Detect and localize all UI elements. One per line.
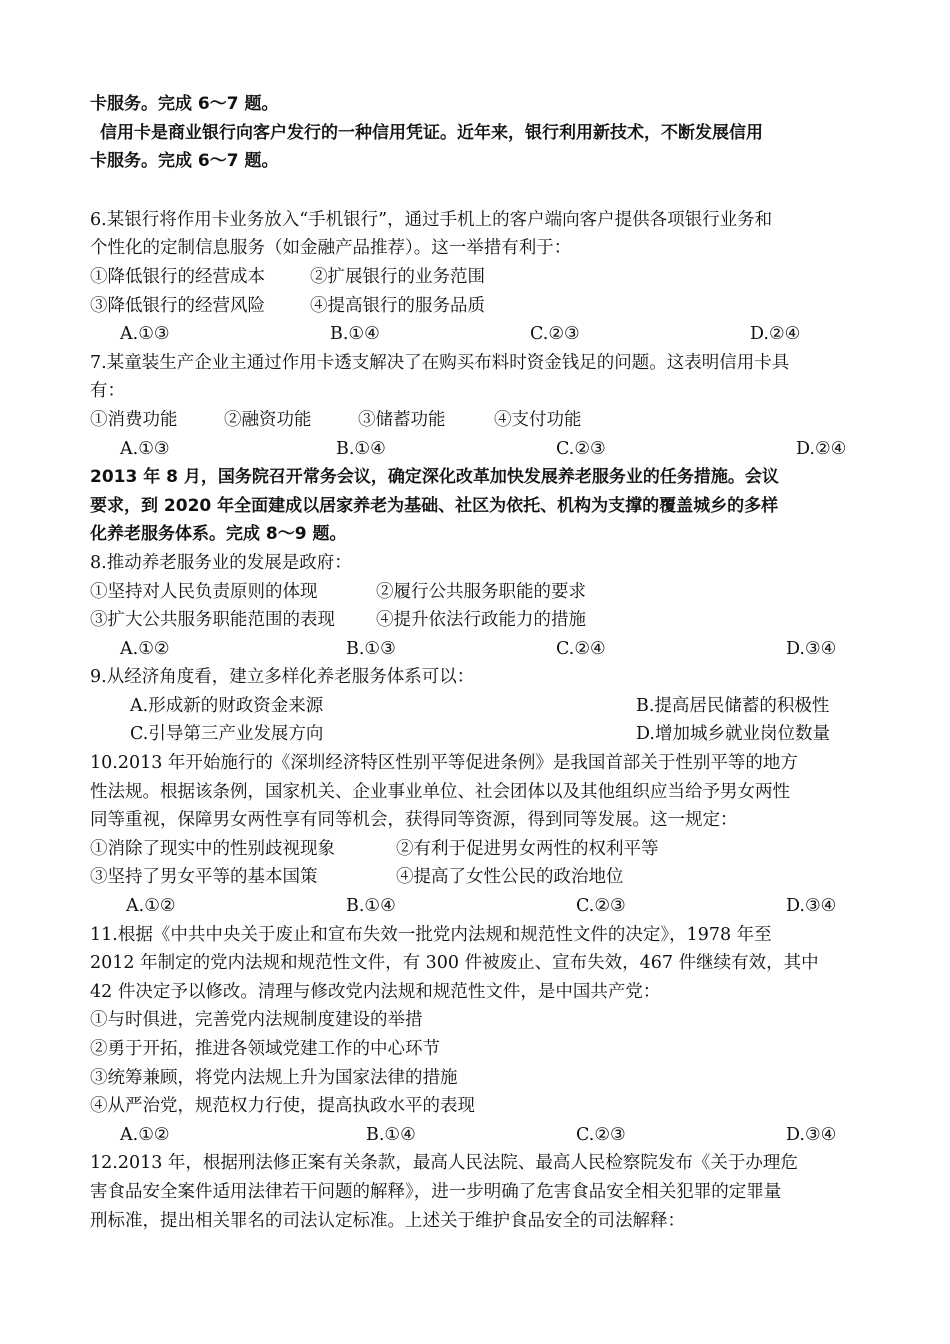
q6-option-c[interactable]: C.②③ bbox=[530, 324, 580, 345]
q6-choices-row-2 bbox=[90, 292, 862, 321]
q6-choice-2: ②扩展银行的业务范围 bbox=[310, 266, 485, 287]
q11-option-b[interactable]: B.①④ bbox=[366, 1124, 416, 1145]
exam-page bbox=[90, 90, 862, 1235]
q10-option-c[interactable]: C.②③ bbox=[576, 896, 626, 917]
q11-option-c[interactable]: C.②③ bbox=[576, 1124, 626, 1145]
q10-choice-1: ①消除了现实中的性别歧视现象 bbox=[90, 838, 335, 859]
q10-choices-row-1 bbox=[90, 835, 862, 864]
intro-8-9-line-2: 要求，到 2020 年全面建成以居家养老为基础、社区为依托、机构为支撑的覆盖城乡的多样 bbox=[90, 495, 779, 516]
q6-choice-3: ③降低银行的经营风险 bbox=[90, 295, 265, 316]
q11-choice-4: ④从严治党，规范权力行使，提高执政水平的表现 bbox=[90, 1096, 475, 1117]
q10-choice-2: ②有利于促进男女两性的权利平等 bbox=[396, 838, 659, 859]
intro-6-7-line-1: 信用卡是商业银行向客户发行的一种信用凭证。近年来，银行利用新技术，不断发展信用 bbox=[100, 122, 763, 143]
q7-choice-4: ④支付功能 bbox=[494, 409, 582, 430]
q7-stem-line-1: 7.某童装生产企业主通过作用卡透支解决了在购买布料时资金钱足的问题。这表明信用卡具 bbox=[90, 352, 790, 373]
q7-choice-1: ①消费功能 bbox=[90, 409, 178, 430]
q9-options-row-1 bbox=[90, 692, 862, 721]
q6-stem-line-1: 6.某银行将作用卡业务放入“手机银行”，通过手机上的客户端向客户提供各项银行业务和 bbox=[90, 209, 773, 230]
q9-option-b[interactable]: B.提高居民储蓄的积极性 bbox=[636, 695, 830, 716]
q8-choice-1: ①坚持对人民负责原则的体现 bbox=[90, 581, 318, 602]
q9-options-row-2 bbox=[90, 720, 862, 749]
q10-option-b[interactable]: B.①④ bbox=[346, 896, 396, 917]
intro-8-9-line-1: 2013 年 8 月，国务院召开常务会议，确定深化改革加快发展养老服务业的任务措施。会议 bbox=[90, 467, 779, 488]
q6-stem-line-2: 个性化的定制信息服务（如金融产品推荐）。这一举措有利于： bbox=[90, 238, 572, 259]
q11-options bbox=[90, 1121, 862, 1150]
q10-option-a[interactable]: A.①② bbox=[126, 896, 176, 917]
q10-options bbox=[90, 892, 862, 921]
q11-option-a[interactable]: A.①② bbox=[120, 1124, 170, 1145]
q10-stem-line-3: 同等重视，保障男女两性享有同等机会，获得同等资源，得到同等发展。这一规定： bbox=[90, 810, 738, 831]
q7-option-c[interactable]: C.②③ bbox=[556, 438, 606, 459]
q8-choice-4: ④提升依法行政能力的措施 bbox=[376, 610, 586, 631]
q8-choice-2: ②履行公共服务职能的要求 bbox=[376, 581, 586, 602]
q8-choices-row-2 bbox=[90, 606, 862, 635]
q7-choice-3: ③储蓄功能 bbox=[358, 409, 446, 430]
q11-option-d[interactable]: D.③④ bbox=[786, 1124, 837, 1145]
q9-stem: 9.从经济角度看，建立多样化养老服务体系可以： bbox=[90, 667, 475, 688]
q7-options bbox=[90, 435, 862, 464]
q11-choice-1: ①与时俱进，完善党内法规制度建设的举措 bbox=[90, 1010, 423, 1031]
q7-option-b[interactable]: B.①④ bbox=[336, 438, 386, 459]
q7-choice-2: ②融资功能 bbox=[224, 409, 312, 430]
q8-choice-3: ③扩大公共服务职能范围的表现 bbox=[90, 610, 335, 631]
q6-option-a[interactable]: A.①③ bbox=[120, 324, 170, 345]
q8-options bbox=[90, 635, 862, 664]
q7-stem-line-2: 有： bbox=[90, 381, 125, 402]
intro-fragment: 卡服务。完成 6～7 题。 bbox=[90, 94, 279, 114]
q7-option-a[interactable]: A.①③ bbox=[120, 438, 170, 459]
q10-choice-3: ③坚持了男女平等的基本国策 bbox=[90, 867, 318, 888]
q11-choice-3: ③统筹兼顾，将党内法规上升为国家法律的措施 bbox=[90, 1067, 458, 1088]
q12-stem-line-3: 刑标准，提出相关罪名的司法认定标准。上述关于维护食品安全的司法解释： bbox=[90, 1210, 685, 1231]
q8-option-b[interactable]: B.①③ bbox=[346, 638, 396, 659]
q8-option-d[interactable]: D.③④ bbox=[786, 638, 837, 659]
q8-option-c[interactable]: C.②④ bbox=[556, 638, 606, 659]
q9-option-a[interactable]: A.形成新的财政资金来源 bbox=[130, 695, 324, 716]
q8-stem: 8.推动养老服务业的发展是政府： bbox=[90, 552, 352, 573]
q9-option-d[interactable]: D.增加城乡就业岗位数量 bbox=[636, 724, 830, 745]
q8-choices-row-1 bbox=[90, 578, 862, 607]
q12-stem-line-1: 12.2013 年，根据刑法修正案有关条款，最高人民法院、最高人民检察院发布《关于办理危 bbox=[90, 1153, 798, 1174]
q6-choices-row-1 bbox=[90, 263, 862, 292]
q11-stem-line-1: 11.根据《中共中央关于废止和宣布失效一批党内法规和规范性文件的决定》，1978 年至 bbox=[90, 924, 772, 945]
q6-options bbox=[90, 320, 862, 349]
q10-choice-4: ④提高了女性公民的政治地位 bbox=[396, 867, 624, 888]
q11-stem-line-2: 2012 年制定的党内法规和规范性文件，有 300 件被废止、宣布失效，467 件继续有效，其中 bbox=[90, 953, 819, 974]
q6-choice-1: ①降低银行的经营成本 bbox=[90, 266, 265, 287]
q12-stem-line-2: 害食品安全案件适用法律若干问题的解释》，进一步明确了危害食品安全相关犯罪的定罪量 bbox=[90, 1181, 782, 1202]
q6-option-b[interactable]: B.①④ bbox=[330, 324, 380, 345]
intro-8-9-line-3: 化养老服务体系。完成 8～9 题。 bbox=[90, 524, 347, 545]
q8-option-a[interactable]: A.①② bbox=[120, 638, 170, 659]
q7-option-d[interactable]: D.②④ bbox=[796, 438, 847, 459]
q6-option-d[interactable]: D.②④ bbox=[750, 324, 801, 345]
intro-6-7-line-2: 卡服务。完成 6～7 题。 bbox=[90, 151, 279, 172]
q10-option-d[interactable]: D.③④ bbox=[786, 896, 837, 917]
q10-choices-row-2 bbox=[90, 863, 862, 892]
q11-stem-line-3: 42 件决定予以修改。清理与修改党内法规和规范性文件，是中国共产党： bbox=[90, 981, 661, 1002]
q9-option-c[interactable]: C.引导第三产业发展方向 bbox=[130, 724, 324, 745]
q10-stem-line-2: 性法规。根据该条例，国家机关、企业事业单位、社会团体以及其他组织应当给予男女两性 bbox=[90, 781, 790, 802]
q11-choice-2: ②勇于开拓，推进各领域党建工作的中心环节 bbox=[90, 1039, 440, 1059]
q7-choices bbox=[90, 406, 862, 435]
q6-choice-4: ④提高银行的服务品质 bbox=[310, 295, 485, 316]
q10-stem-line-1: 10.2013 年开始施行的《深圳经济特区性别平等促进条例》是我国首部关于性别平等的地方 bbox=[90, 753, 798, 774]
